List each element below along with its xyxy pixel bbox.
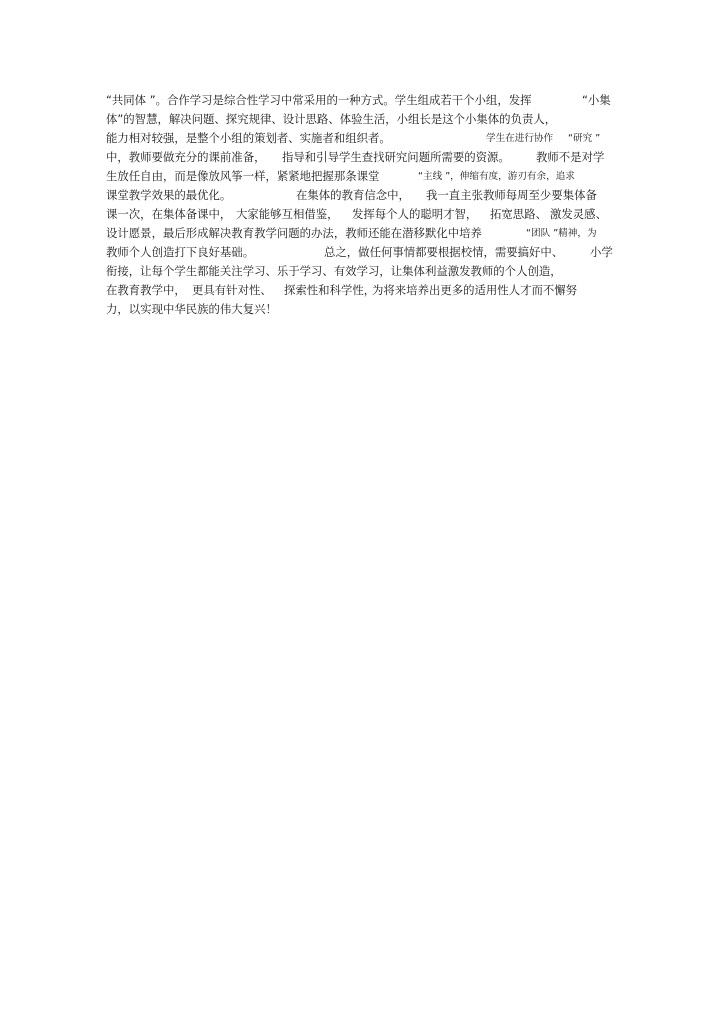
text-line-10 xyxy=(106,262,626,281)
text-segment: 体”的智慧，解决问题、探究规律、设计思路、体验生活，小组长是这个小集体的负责人， xyxy=(106,112,557,126)
text-segment: “共同体 ”。合作学习是综合性学习中常采用的一种方式。学生组成若干个小组，发挥 xyxy=(106,93,532,107)
text-line-6 xyxy=(106,186,626,205)
text-segment: 激发灵感、 xyxy=(550,207,607,221)
text-segment: 在教育教学中， xyxy=(106,283,186,297)
text-segment: 大家能够互相借鉴， xyxy=(236,207,339,221)
text-segment: 教师个人创造打下良好基础。 xyxy=(106,245,255,259)
text-line-2 xyxy=(106,110,626,129)
text-segment: “团队 ”精神，为 xyxy=(526,228,597,239)
text-line-3 xyxy=(106,129,626,148)
text-segment: 更具有针对性、 xyxy=(192,283,272,297)
text-segment: 小学 xyxy=(590,245,613,259)
text-line-9 xyxy=(106,243,626,262)
text-segment: 探索性和科学性， xyxy=(284,283,376,297)
text-segment: “研究 ” xyxy=(568,133,601,144)
text-segment: 能力相对较强，是整个小组的策划者、实施者和组织者。 xyxy=(106,131,391,145)
text-segment: 在集体的教育信念中， xyxy=(296,188,410,202)
text-line-4 xyxy=(106,148,626,167)
text-segment: 生放任自由，而是像放风筝一样，紧紧地把握那条课堂 xyxy=(106,169,380,183)
text-segment: 指导和引导学生查找研究问题所需要的资源。 xyxy=(282,150,510,164)
text-segment: 设计愿景，最后形成解决教育教学问题的办法，教师还能在潜移默化中培养 xyxy=(106,226,482,240)
text-segment: 学生在进行协作 xyxy=(486,133,554,144)
text-segment: 课一次，在集体备课中， xyxy=(106,207,232,221)
text-line-8 xyxy=(106,224,626,243)
text-segment: 中，教师要做充分的课前准备， xyxy=(106,150,266,164)
text-segment: 为将来培养出更多的适用性人才而不懈努 xyxy=(372,283,578,297)
text-segment: “主线 ”，伸缩有度，游刃有余，追求 xyxy=(418,171,575,182)
text-segment: 衔接，让每个学生都能关注学习、乐于学习、有效学习，让集体利益激发教师的个人创造， xyxy=(106,264,562,278)
text-line-11 xyxy=(106,281,626,300)
text-segment: 力，以实现中华民族的伟大复兴！ xyxy=(106,302,277,316)
text-segment: “小集 xyxy=(582,93,611,107)
text-line-5 xyxy=(106,167,626,186)
text-segment: 拓宽思路、 xyxy=(490,207,547,221)
text-line-12 xyxy=(106,300,626,319)
text-line-7 xyxy=(106,205,626,224)
text-segment: 发挥每个人的聪明才智， xyxy=(352,207,478,221)
text-segment: 总之，做任何事情都要根据校情，需要搞好中、 xyxy=(324,245,564,259)
text-line-1 xyxy=(106,91,626,110)
text-segment: 我一直主张教师每周至少要集体备 xyxy=(426,188,597,202)
text-segment: 教师不是对学 xyxy=(536,150,605,164)
text-segment: 课堂教学效果的最优化。 xyxy=(106,188,232,202)
body-paragraph xyxy=(106,91,626,319)
